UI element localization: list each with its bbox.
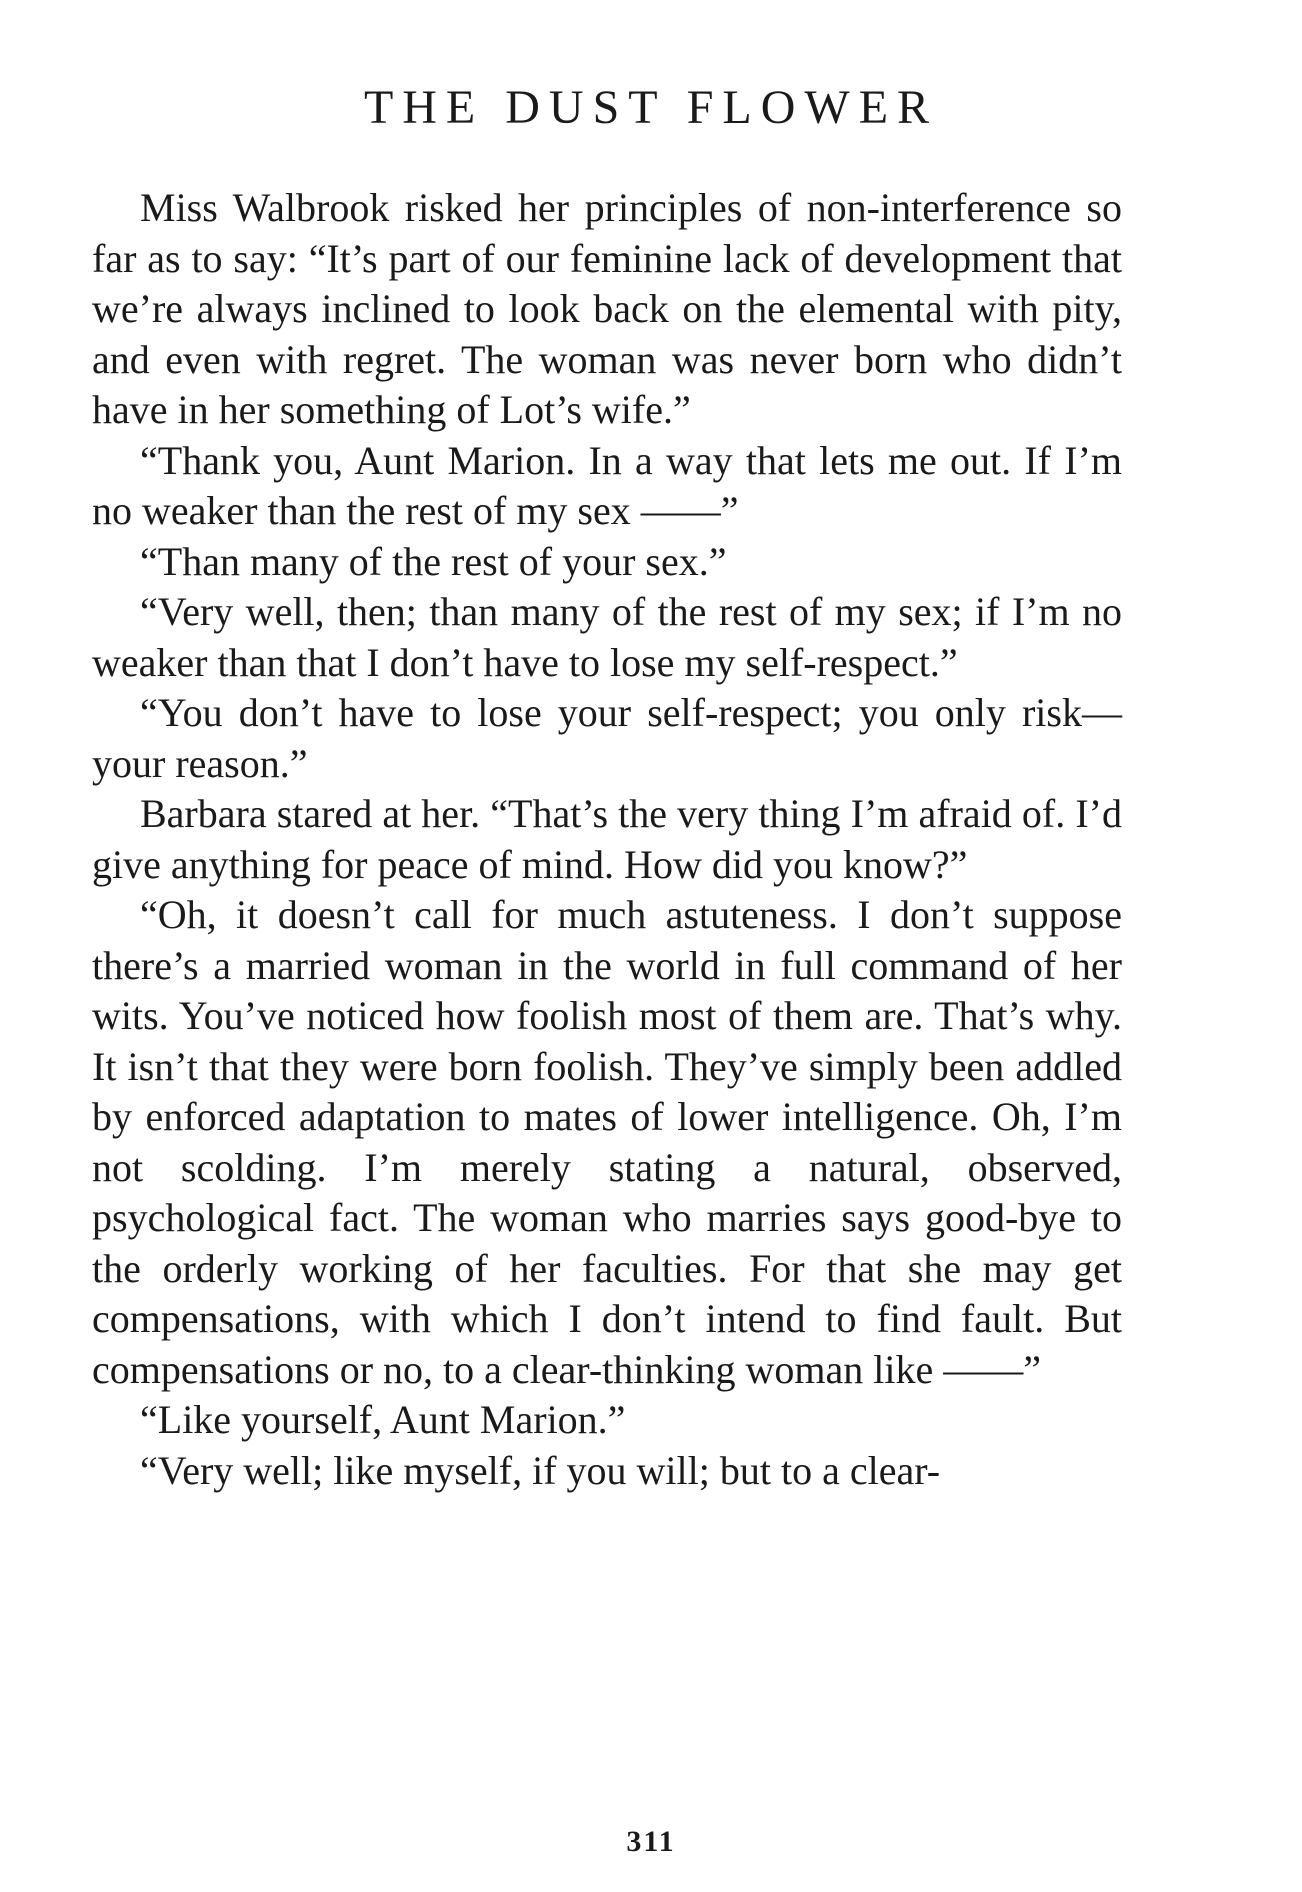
paragraph: “Thank you, Aunt Marion. In a way that lets me out. If I’m no weaker than the rest of my sex ——” <box>92 437 1122 533</box>
paragraph: “Than many of the rest of your sex.” <box>140 538 727 584</box>
page-number: 311 <box>626 1825 676 1858</box>
running-head: THE DUST FLOWER <box>363 81 939 134</box>
paragraph: “Oh, it doesn’t call for much astuteness. I don’t suppose there’s a married woman in the world in full command of her wits. You’ve noticed how foolish most of them are. That’s why. It isn’t that they were born foolish. They’ve simply been addled by enforced adaptation to mates of lower intelligence. Oh, I’m not scolding. I’m merely stating a natural, observed, psychological fact. The woman who marries says good-bye to the orderly working of her faculties. For that she may get compensations, with which I don’t intend to find fault. But compensations or no, to a clear-thinking woman like ——” <box>92 892 1122 1392</box>
body-text <box>92 183 1122 1496</box>
paragraph: Barbara stared at her. “That’s the very thing I’m afraid of. I’d give anything for peace of mind. How did you know?” <box>92 791 1122 887</box>
paragraph: “Very well; like myself, if you will; but to a clear- <box>140 1447 941 1493</box>
paragraph: “Very well, then; than many of the rest of my sex; if I’m no weaker than that I don’t have to lose my self-respect.” <box>92 589 1122 685</box>
paragraph: “You don’t have to lose your self-respect; you only risk—your reason.” <box>92 690 1122 786</box>
paragraph: Miss Walbrook risked her principles of non-interference so far as to say: “It’s part of our feminine lack of development that we’re always inclined to look back on the elemental with pity, and even with regret. The woman was never born who didn’t have in her something of Lot’s wife.” <box>92 185 1122 432</box>
paragraph: “Like yourself, Aunt Marion.” <box>140 1397 626 1442</box>
